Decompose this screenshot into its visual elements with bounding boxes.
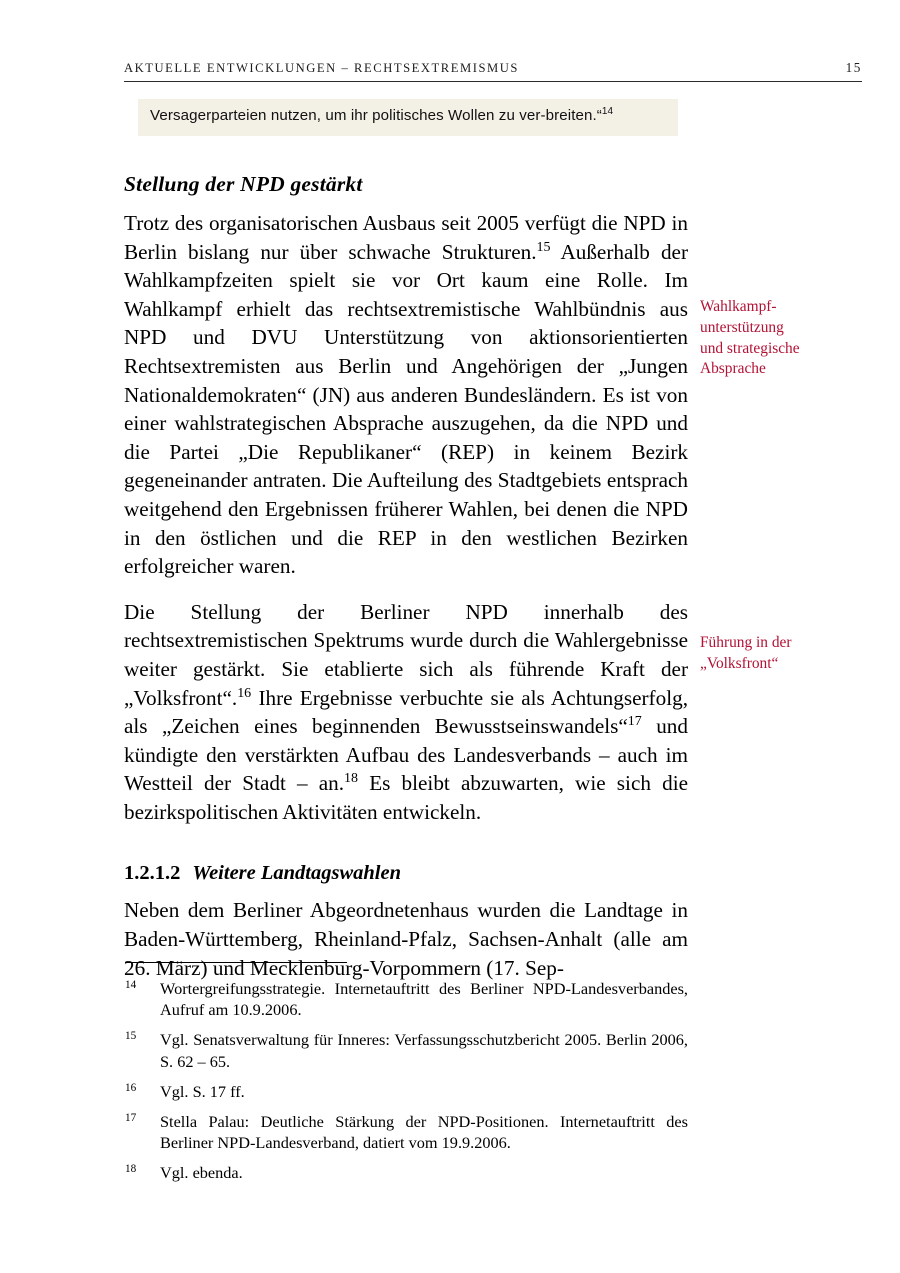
footnote-number: 14 <box>125 979 137 991</box>
quote-box <box>138 99 678 136</box>
footnote-marker-15: 15 <box>536 239 551 255</box>
section-number: 1.2.1.2 <box>124 862 181 885</box>
paragraph-2-text-b: Ihre Ergebnisse verbuchte sie als Achtungserfolg, als „Zeichen eines beginnenden Bewusstseinswandels“ <box>124 685 688 739</box>
paragraph-2-text-c: und kündigte den verstärkten Aufbau des Landesverbands – auch im Westteil der Stadt – an. <box>124 714 688 796</box>
section-title: Weitere Landtagswahlen <box>192 862 401 885</box>
margin-note-fuehrung-volksfront <box>700 633 860 675</box>
running-head <box>124 60 862 82</box>
subheading-stellung-der-npd: Stellung der NPD gestärkt <box>124 172 363 196</box>
paragraph-2 <box>124 598 688 827</box>
footnote-text: Stella Palau: Deutliche Stärkung der NPD-Positionen. Internetauftritt des Berliner NPD-Landesverband, datiert vom 19.9.2006. <box>160 1112 688 1153</box>
footnote-marker-17: 17 <box>627 714 642 730</box>
footnote-marker-16: 16 <box>237 685 252 701</box>
footnote-marker-14: 14 <box>601 105 614 117</box>
footnote-separator-rule <box>125 962 347 963</box>
footnote-item <box>124 1029 688 1071</box>
section-spacer <box>124 843 688 861</box>
margin-note-1-line-3: und strategische <box>700 339 800 357</box>
footnote-marker-18: 18 <box>344 771 359 787</box>
quote-box-text <box>150 107 666 126</box>
footnote-number: 15 <box>125 1030 137 1043</box>
paragraph-1-text-a: Trotz des organisatorischen Ausbaus seit 2005 verfügt die NPD in Berlin bislang nur über schwache Strukturen. <box>124 211 688 264</box>
running-head-title: AKTUELLE ENTWICKLUNGEN – RECHTSEXTREMISMUS <box>124 61 519 75</box>
paragraph-2-text-d: Es bleibt abzuwarten, wie sich die bezirkspolitischen Aktivitäten entwickeln. <box>124 771 688 824</box>
paragraph-2-text-a: Die Stellung der Berliner NPD innerhalb des rechtsextremistischen Spektrums wurde durch die Wahlergebnisse weiter gestärkt. Sie etablierte sich als führende Kraft der „Volksfront“. <box>124 599 688 710</box>
footnote-number: 18 <box>125 1163 137 1176</box>
margin-note-1-line-2: unterstützung <box>700 318 784 336</box>
page-number: 15 <box>845 60 862 75</box>
footnote-text: Vgl. ebenda. <box>160 1163 243 1183</box>
main-text-column <box>124 172 688 982</box>
footnote-text: Wortergreifungsstrategie. Internetauftritt des Berliner NPD-Landesverbandes, Aufruf am 10.9.2006. <box>160 979 688 1020</box>
margin-note-wahlkampfunterstuetzung <box>700 297 860 380</box>
footnote-number: 16 <box>125 1081 137 1094</box>
margin-note-2-line-1: Führung in der <box>700 634 792 651</box>
quote-text-body: Versagerparteien nutzen, um ihr politisches Wollen zu ver- <box>150 107 546 124</box>
footnote-text: Vgl. S. 17 ff. <box>160 1081 245 1101</box>
footnote-list <box>124 978 688 1184</box>
paragraph-1 <box>124 209 688 581</box>
footnote-text: Vgl. Senatsverwaltung für Inneres: Verfassungsschutzbericht 2005. Berlin 2006, S. 62 – 65. <box>160 1030 688 1071</box>
section-heading-1-2-1-2 <box>124 861 688 885</box>
quote-text-body-2: breiten.“ <box>545 107 602 124</box>
paragraph-3: Neben dem Berliner Abgeordnetenhaus wurden die Landtage in Baden-Württemberg, Rheinland-Pfalz, Sachsen-Anhalt (alle am 26. März) und Mecklenburg-Vorpommern (17. Sep- <box>124 898 688 980</box>
footnote-number: 17 <box>125 1112 137 1125</box>
margin-note-1-line-4: Absprache <box>700 360 766 378</box>
margin-note-1-line-1: Wahlkampf- <box>700 298 777 315</box>
paragraph-1-text-b: Außerhalb der Wahlkampfzeiten spielt sie vor Ort kaum eine Rolle. Im Wahlkampf erhielt das rechtsextremistische Wahlbündnis aus NPD und DVU Unterstützung von aktionsorientierten Rechtsextremisten aus Berlin und Angehörigen der „Jungen Nationaldemokraten“ (JN) aus anderen Bundesländern. Es ist von einer wahlstrategischen Absprache auszugehen, da die NPD und die Partei „Die Republikaner“ (REP) in keinem Bezirk gegeneinander antraten. Die Aufteilung des Stadtgebiets entsprach weitgehend den Ergebnissen früherer Wahlen, bei denen die NPD in den östlichen und die REP in den westlichen Bezirken erfolgreicher waren. <box>124 239 688 579</box>
footnote-item <box>124 978 688 1020</box>
footnote-item <box>124 1111 688 1153</box>
footnote-item <box>124 1081 688 1102</box>
margin-note-2-line-2: „Volksfront“ <box>700 654 779 672</box>
footnote-item <box>124 1162 688 1183</box>
